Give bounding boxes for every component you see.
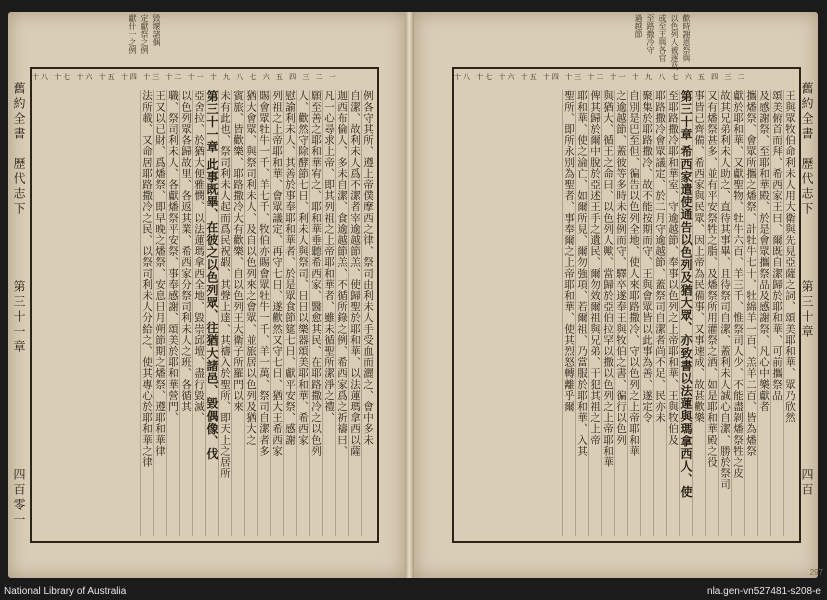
text-column: 列祖之上帝耶和華、會眾議定、再守七日、遂歡然又守七日、猶大王希西家	[270, 90, 283, 536]
top-note: 至路撒冷守	[646, 14, 655, 54]
text-column: 亞舍拉、於猶大便雅憫、以法蓮瑪拿西全地、毀崇邱壇、盡行毀滅、	[192, 90, 205, 536]
text-column: 耶路撒冷會眾議定、於二月守逾越節、蓋祭司自潔者尚不足、民亦未	[653, 90, 666, 536]
text-column: 聚集於耶路撒冷、故不能按期而守、王與會眾皆以此事為善、遂定令	[640, 90, 653, 536]
text-column: 例各守其所、遵上帝僕摩西之律、祭司由利未人手受血而灑之、會中多未	[361, 90, 374, 536]
text-column: 故其兄弟利未人助之、直待其事畢、且待祭司自潔、蓋利未人誠心自潔、勝於祭司	[718, 90, 731, 536]
text-column: 至耶路撒冷耶和華室、守逾越節、奉事以色列之上帝耶和華、王與牧伯及	[666, 90, 679, 536]
text-column: 以色列眾各歸故里、各返其業、希西家分祭司利未人之班、各循其	[179, 90, 192, 536]
page-number: 四百零一	[12, 468, 26, 528]
text-column: 凡一心尋求上帝、即其列祖之上帝耶和華者、雖未循聖所潔淨之禮、	[322, 90, 335, 536]
text-column: 耶和華、使之淪亡、如爾所見、爾勿強項、若爾祖、乃當服於耶和華、入其	[575, 90, 588, 536]
left-top-notes	[128, 14, 161, 70]
text-column: 與猶大、循王之命曰、以色列人歟、當歸於亞伯拉罕以撒以色列之上帝耶和華	[601, 90, 614, 536]
text-column: 迦西布倫人、多未自潔、食逾越節羔、不循所錄之例、希西家爲之祈禱曰、	[335, 90, 348, 536]
right-verse-numbers: 十八 十七 十六 十五 十四 十三 十二 十一 十 九 八 七 六 五 四 三 二	[454, 73, 747, 81]
text-column: 人、歡然守除酵節七日、利未人與祭司、日日以樂器頌美耶和華、希西家	[296, 90, 309, 536]
text-column: 未有此也、祭司利未人起而爲民祝嘏、其聲上達、其禱入於聖所、即天上之居所	[218, 90, 231, 536]
running-chapter-label: 第三十章	[800, 280, 814, 340]
text-column: 又有燔祭甚多、並有平安祭牲之脂、及燔祭所用灌祭之酒、如是耶和華殿之役	[705, 90, 718, 536]
right-top-notes	[634, 14, 691, 70]
page-number: 四百	[800, 468, 814, 498]
text-column: 猶大會眾、與祭司利未人、及自以色列來之會眾、並旅居以色列及猶大之	[244, 90, 257, 536]
text-column: 俾其歸於爾中脫於亞述王手之遺民、爾勿效爾祖與兄弟、干犯其祖之上帝	[588, 90, 601, 536]
text-column: 賓旅、皆歡樂、耶路撒冷大有歡樂、自以色列王大衛子所羅門以來	[231, 90, 244, 536]
top-note: 歡時謝恩祭與	[682, 14, 691, 62]
top-note: 毀壞諸偶	[152, 14, 161, 46]
text-column: 攜燔祭、會眾所攜之燔祭、計牡牛七十、牡綿羊一百、羔羊二百、皆為燔祭	[744, 90, 757, 536]
text-column: 自別是巴至但、徧告以色列全地、使人來耶路撒冷、守以色列之上帝耶和華	[627, 90, 640, 536]
text-column: 王又以已財、爲燔祭、即早晚之燔祭、安息日月朔節期之燔祭、遵耶和華律	[153, 90, 166, 536]
text-column: 及感謝祭、至耶和華殿、於是會眾攜祭品及感謝祭、凡心中樂獻者	[757, 90, 770, 536]
running-title-book: 舊約全書 歷代志下	[12, 82, 26, 217]
text-column: 之逾越節、蓋彼等多時未按例而守、驛卒遂奉王與牧伯之書、徧行以色列	[614, 90, 627, 536]
top-note: 獻什一之例	[128, 14, 137, 54]
text-column: 聖所、即所永別為聖者、事奉爾之上帝耶和華、使其烈怒轉離乎爾	[562, 90, 575, 536]
text-column: 賜會眾牡牛一千、羊七千、牧伯亦賜會眾牡牛一千、羊一萬、祭司自潔者多	[257, 90, 270, 536]
text-column: 自潔、故利未人爲不潔者宰逾越節羔、使歸聖於耶和華、以法蓮瑪拿西以薩	[348, 90, 361, 536]
left-page	[8, 12, 405, 578]
left-verse-numbers: 十八 十七 十六 十五 十四 十三 十二 十一 十 九 八 七 六 五 四 三 二 一	[32, 73, 338, 81]
right-page	[414, 12, 818, 578]
text-column: 王與眾牧伯命利未人用大衛與先見亞薩之詞、頌美耶和華、眾乃欣然	[783, 90, 796, 536]
chapter-heading-column: 第三十一章 此事既畢、在彼之以色列眾、往猶大諸邑、毀偶像、伐	[205, 90, 218, 536]
item-identifier: nla.gen-vn527481-s208-e	[707, 586, 821, 597]
text-column: 願至善之耶和華宥之、耶和華垂聽希西家、醫愈其民、在耶路撒冷之以色列	[309, 90, 322, 536]
text-column: 獻於耶和華、又獻聖物、牡牛六百、羊三千、惟祭司人少、不能盡剝燔祭牲之皮	[731, 90, 744, 536]
top-note: 以色列人被逐及	[670, 14, 679, 70]
text-column: 職、祭司利未人、各獻燔祭平安祭、事奉感謝、頌美於耶和華營門、	[166, 90, 179, 536]
footer-bar	[0, 584, 827, 600]
text-column: 法所載、又命居耶路撒冷之民、以祭司利未人分給之、使其專心於耶和華之律	[140, 90, 153, 536]
running-title-section: 歷代志下	[800, 157, 814, 217]
running-title-section: 歷代志下	[12, 157, 26, 217]
top-note: 過越節	[634, 14, 643, 38]
page-stamp: 297	[809, 568, 823, 577]
text-column: 頌美俯首而拜、希西家王曰、爾既自潔歸於耶和華、可前攜祭品	[770, 90, 783, 536]
top-note: 定獻祭之例	[140, 14, 149, 54]
left-text-columns	[32, 90, 374, 536]
chapter-heading-column: 第三十章 希西家遣使通告以色列及猶大眾、亦致書以法蓮與瑪拿西人、使	[679, 90, 692, 536]
library-credit: National Library of Australia	[4, 586, 127, 597]
right-text-columns	[454, 90, 796, 536]
top-note: 或至王與各官	[658, 14, 667, 62]
running-chapter-label: 第三十一章	[12, 280, 26, 355]
running-title-book: 舊約全書 歷代志下	[800, 82, 814, 217]
text-column: 事皆已齊備、希西家與民眾、因上帝為民備事、又事速成、故甚歡樂	[692, 90, 705, 536]
text-column: 慰諭利未人、其善於事奉耶和華者、於是眾食節筵七日、獻平安祭、感謝	[283, 90, 296, 536]
